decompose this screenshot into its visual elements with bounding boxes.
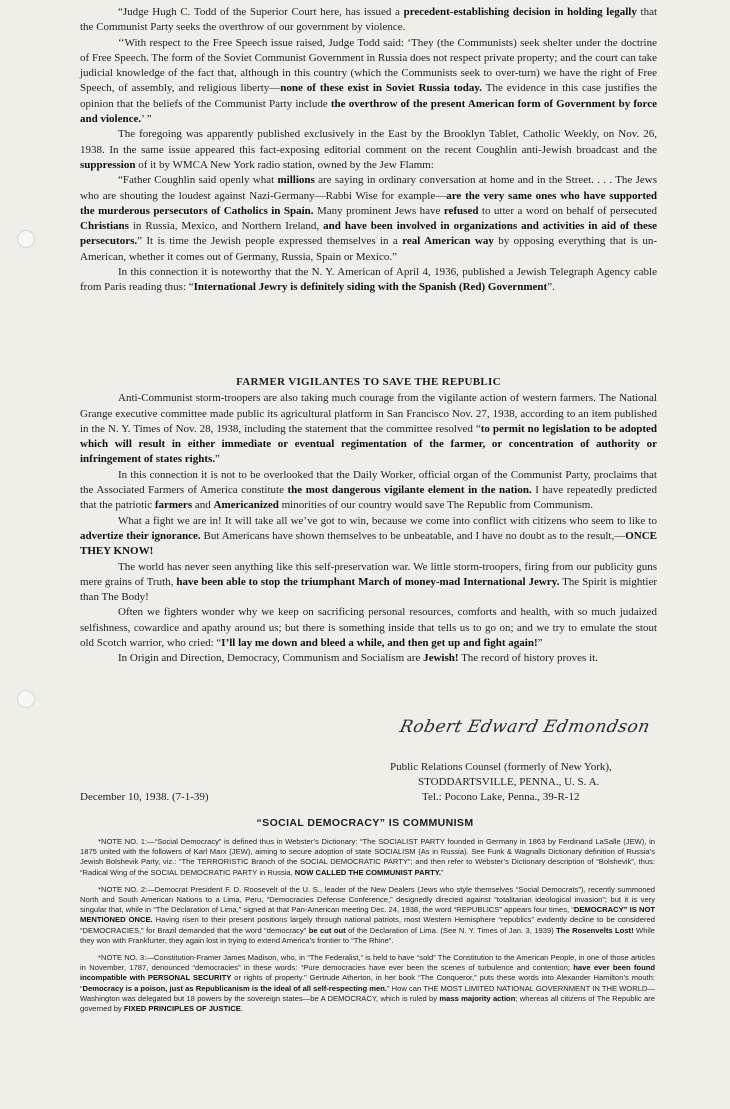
body-text: . bbox=[240, 1004, 243, 1014]
body-text: Often we fighters wonder why we keep on sacrificing personal resources, comforts and health, with so much judaized selfishness, cowardice and apathy around us; but there is something inside that tells us to go on; and we try to emulate the stout old Scotch warrior, who cried: “ bbox=[80, 606, 657, 650]
emphasis-text: none of these exist in Soviet Russia today. bbox=[280, 82, 483, 95]
paragraph bbox=[80, 605, 657, 651]
body-text: ” bbox=[441, 867, 444, 877]
emphasis-text: real American way bbox=[402, 235, 494, 248]
body-text: The record of history proves it. bbox=[458, 652, 598, 665]
body-text: are saying in ordinary conversation at home and in the Street. . . . The Jews who are shouting the loudest against Nazi-Germany—Rabbi Wise for example— bbox=[80, 174, 657, 202]
body-text: While they won with Frankfurter, they again lost in trying to extend America’s frontier to “The Rhine”. bbox=[80, 925, 656, 945]
body-text: In this connection it is not to be overlooked that the Daily Worker, official organ of the Communist Party, proclaims that the Associated Farmers of America constitute bbox=[80, 468, 657, 497]
body-text: to utter a word on behalf of persecuted bbox=[478, 204, 657, 217]
emphasis-text: the most dangerous vigilante element in the nation. bbox=[287, 484, 532, 497]
body-text: In this connection it is noteworthy that the N. Y. American of April 4, 1936, published a Jewish Telegraph Agency cable from Paris reading thus: “ bbox=[80, 266, 657, 294]
body-text: But Americans have shown themselves to be unbeatable, and I have no doubt as to the result,— bbox=[200, 529, 626, 542]
emphasis-text: FIXED PRINCIPLES OF JUSTICE bbox=[123, 1004, 241, 1014]
signature-phone: Tel.: Pocono Lake, Penna., 39-R-12 bbox=[422, 791, 580, 803]
section-heading: FARMER VIGILANTES TO SAVE THE REPUBLIC bbox=[236, 376, 501, 388]
punch-hole bbox=[17, 690, 35, 708]
body-text: In Origin and Direction, Democracy, Communism and Socialism are bbox=[118, 652, 424, 665]
emphasis-text: farmers bbox=[154, 499, 193, 512]
paragraph bbox=[80, 173, 657, 265]
body-text: The Spirit is mightier than The Body! bbox=[80, 575, 657, 604]
body-text: Having risen to their present positions largely through national patriots, most Western Hemisphere “republics” evidently decline to be considered “DEMOCRACIES,” for Brazil demanded that the word “democracy” bbox=[80, 915, 655, 935]
body-text: of the Declaration of Lima. (See N. Y. Times of Jan. 3, 1939) bbox=[345, 925, 557, 935]
emphasis-text: millions bbox=[277, 174, 315, 187]
body-text: ”. bbox=[547, 281, 555, 294]
body-text: of it by WMCA New York radio station, owned by the Jew Flamm: bbox=[135, 158, 434, 171]
body-text: in Russia, Mexico, and Northern Ireland, bbox=[128, 220, 324, 233]
body-text: *NOTE NO. 3:—Constitution-Framer James Madison, who, in “The Federalist,” is held to have “sold” The Constitution to the American People, in one of those articles in November, 1787, denounced “democracies” in these words: “Pure democracies have ever been the scenes of turbulence and contention; bbox=[80, 953, 655, 973]
emphasis-text: I’ll lay me down and bleed a while, and then get up and fight again! bbox=[221, 637, 538, 650]
paragraph bbox=[80, 391, 657, 467]
emphasis-text: mass majority action bbox=[439, 993, 516, 1003]
section-farmer-vigilantes bbox=[80, 375, 657, 667]
paragraph bbox=[80, 514, 657, 560]
paragraph bbox=[80, 265, 657, 296]
paragraph bbox=[80, 560, 657, 606]
document-date: December 10, 1938. (7-1-39) bbox=[80, 791, 209, 803]
emphasis-text: to permit no legislation to be adopted which will result in either immediate or eventual regimentation of the farmer, or concentration of authority or infringement of states rights. bbox=[80, 422, 657, 466]
punch-hole bbox=[17, 230, 35, 248]
body-text: ” How can THE MOST LIMITED NATIONAL GOVERNMENT IN THE WORLD—Washington was delegated but 18 powers by the sovereign states—be A DEMOCRACY, which is ruled by bbox=[80, 983, 655, 1003]
body-text: “Father Coughlin said openly what bbox=[118, 174, 278, 187]
emphasis-text: suppression bbox=[80, 158, 136, 171]
paragraph bbox=[80, 651, 657, 666]
footnote bbox=[80, 837, 655, 878]
signature-title: Public Relations Counsel (formerly of New York), bbox=[390, 761, 612, 773]
emphasis-text: the overthrow of the present American form of Government by force and violence. bbox=[80, 97, 658, 126]
emphasis-text: have been able to stop the triumphant March of money-mad International Jewry. bbox=[176, 575, 560, 588]
body-text: The foregoing was apparently published exclusively in the East by the Brooklyn Tablet, Catholic Weekly, on Nov. 26, 1938. In the same issue appeared this fact-exposing editorial comment on the recent Coughlin anti-Jewish broadcast and the bbox=[80, 128, 657, 156]
body-text: *NOTE NO. 2:—Democrat President F. D. Roosevelt of the U. S., leader of the New Dealers (Jews who style themselves “Social Democrats”), recently summoned North and South American Nations to a Lima, Peru, “Democracies Defense Conference,” designedly directed against “totalitarian ideological invasion”; but it is very singular that, while in “The Declaration of Lima,” signed at that Pan-American meeting Dec. 24, 1938, the word “REPUBLICS” appears four times, “ bbox=[80, 884, 655, 915]
paragraph bbox=[80, 127, 657, 173]
body-text: ‘‘With respect to the Free Speech issue raised, Judge Todd said: ‘They (the Communists) seek shelter under the doctrine of Free Speech. The form of the Soviet Communist Government in Russia does not respect private property; and the court can take judicial knowledge of the fact that, although in this country (which the Communists seek to over-turn) we have the right of Free Speech, of assembly, and religious liberty— bbox=[80, 36, 657, 95]
paragraph bbox=[80, 468, 657, 514]
section-body bbox=[80, 391, 657, 666]
emphasis-text: and have been involved in organizations and activities in aid of these persecutors. bbox=[80, 220, 658, 248]
emphasis-text: Americanized bbox=[213, 499, 279, 512]
body-text: Anti-Communist storm-troopers are also taking much courage from the vigilante action of western farmers. The National Grange executive committee made public its agricultural platform in San Francisco Nov. 27, 1938, according to an item published in the N. Y. Times of Nov. 28, 1938, including the statement that the committee resolved “ bbox=[80, 392, 657, 435]
body-text: ” bbox=[215, 453, 220, 466]
body-text: The world has never seen anything like this self-preservation war. We little storm-troopers, firing from our publicity guns mere grains of Truth, bbox=[80, 560, 657, 588]
body-text: minorities of our country would save The Republic from Communism. bbox=[278, 499, 594, 512]
body-text: and bbox=[192, 499, 214, 512]
body-text: ” It is time the Jewish people expressed themselves in a bbox=[137, 235, 403, 248]
body-text: that the Communist Party seeks the overthrow of our government by violence. bbox=[80, 6, 658, 34]
section-judge-todd bbox=[80, 5, 657, 296]
emphasis-text: The Rosenvelts Lost! bbox=[556, 925, 634, 935]
body-text: Many prominent Jews have bbox=[313, 204, 444, 217]
body-text: The evidence in this case justifies the opinion that the beliefs of the Communist Party include bbox=[80, 82, 657, 110]
body-text: What a fight we are in! It will take all we’ve got to win, because we come into conflict with citizens who seem to like to bbox=[118, 514, 657, 527]
paragraph bbox=[80, 36, 657, 128]
signature-address: STODDARTSVILLE, PENNA., U. S. A. bbox=[418, 776, 600, 788]
emphasis-text: refused bbox=[443, 204, 479, 217]
footnotes bbox=[80, 837, 655, 1021]
emphasis-text: NOW CALLED THE COMMUNIST PARTY. bbox=[294, 867, 442, 877]
body-text: ’ ” bbox=[141, 113, 152, 126]
footnote bbox=[80, 953, 655, 1014]
body-text: ; whereas all citizens of The Republic are governed by bbox=[80, 993, 656, 1014]
handwritten-signature: Robert Edward Edmondson bbox=[397, 717, 652, 737]
emphasis-text: are the very same ones who have supported the murderous persecutors of Catholics in Spain. bbox=[80, 189, 657, 217]
emphasis-text: DEMOCRACY” IS NOT MENTIONED ONCE. bbox=[80, 905, 655, 925]
body-text: *NOTE NO. 1:—“Social Democracy” is defined thus in Webster’s Dictionary: “The SOCIALIST PARTY founded in Germany in 1863 by Ferdinand LaSalle (JEW), in 1875 united with the followers of Karl Marx (JEW), aiming to secure adoption of state SOCIALISM (As in Russia). See Funk & Wagnalls Dictionary definition of Russia’s Jewish Bolshevik Party, viz.: “The TERRORISTIC Branch of the SOCIAL DEMOCRATIC PARTY”; and then refer to Webster’s Dictionary description of “Bolshevik”, thus: “Radical Wing of the SOCIAL DEMOCRATIC PARTY in Russia, bbox=[80, 837, 655, 877]
emphasis-text: Jewish! bbox=[423, 652, 459, 665]
emphasis-text: advertize their ignorance. bbox=[80, 529, 201, 542]
footnote bbox=[80, 885, 655, 946]
paragraph bbox=[80, 5, 657, 36]
emphasis-text: Democracy is a poison, just as Republicanism is the ideal of all self-respecting men. bbox=[82, 983, 388, 993]
body-text: “Judge Hugh C. Todd of the Superior Court here, has issued a bbox=[118, 6, 404, 18]
body-text: ” bbox=[537, 637, 543, 650]
body-text: or rights of property.” Gertrude Atherton, in her book “The Conqueror,” puts these words into Alexander Hamilton’s mouth: “ bbox=[80, 973, 655, 993]
emphasis-text: be cut out bbox=[308, 925, 346, 935]
emphasis-text: precedent-establishing decision in holding legally bbox=[403, 6, 637, 18]
body-text: by opposing everything that is un-American, whether it comes out of Germany, Russia, Spain or Mexico.” bbox=[80, 235, 657, 263]
emphasis-text: International Jewry is definitely siding with the Spanish (Red) Government bbox=[193, 281, 548, 294]
emphasis-text: Christians bbox=[80, 220, 129, 233]
emphasis-text: have ever been found incompatible with PERSONAL SECURITY bbox=[80, 963, 655, 983]
notes-heading: “SOCIAL DEMOCRACY” IS COMMUNISM bbox=[256, 817, 474, 829]
emphasis-text: ONCE THEY KNOW! bbox=[80, 529, 657, 558]
body-text: I have repeatedly predicted that the patriotic bbox=[80, 484, 657, 512]
